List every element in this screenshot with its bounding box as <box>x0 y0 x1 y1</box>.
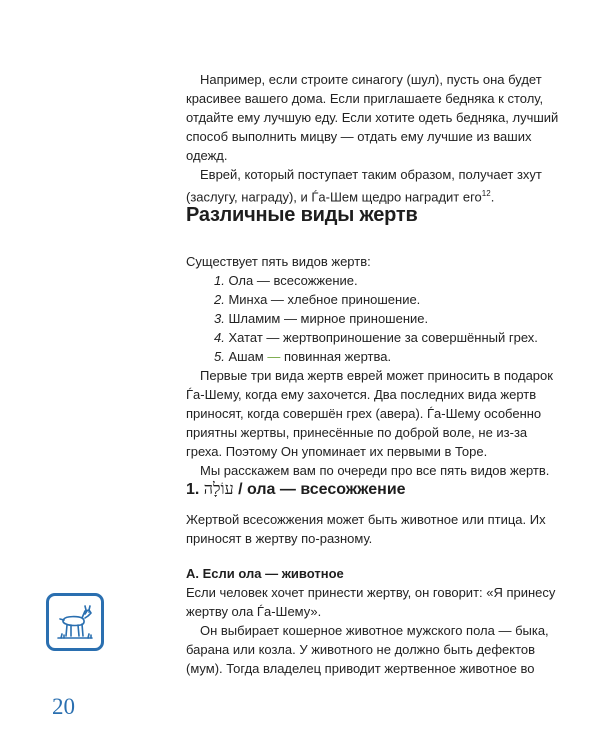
part-a-block <box>186 583 564 678</box>
list-item <box>186 309 564 328</box>
list-item-number: 1. <box>214 273 225 288</box>
section-title: Различные виды жертв <box>186 204 418 226</box>
page-number: 20 <box>52 694 75 719</box>
types-block <box>186 252 564 480</box>
part-a-title: А. Если ола — животное <box>186 566 344 581</box>
goat-icon <box>52 599 98 645</box>
list-item <box>186 290 564 309</box>
intro-paragraph-2-end: . <box>490 189 495 205</box>
intro-paragraph-2 <box>186 165 564 206</box>
ola-paragraph: Жертвой всесожжения может быть животное или птица. Их приносят в жертву по-разному. <box>186 512 546 546</box>
types-lead: Существует пять видов жертв: <box>186 254 371 269</box>
part-a-paragraph-2: Он выбирает кошерное животное мужского пола — быка, барана или козла. У животного не должно быть дефектов (мум). Тогда владелец приводит жертвенное животное во <box>186 623 549 676</box>
subsection-title-text: / ола — всесожжение <box>238 481 406 498</box>
list-item-number: 4. <box>214 330 225 345</box>
list-item-number: 5. <box>214 349 225 364</box>
types-list <box>186 271 564 366</box>
subsection-title <box>186 479 406 499</box>
list-item <box>186 271 564 290</box>
list-item-number: 3. <box>214 311 225 326</box>
list-item-dash: — <box>267 349 281 364</box>
subsection-number: 1. <box>186 481 200 498</box>
list-item-text: Минха — хлебное приношение. <box>228 292 421 307</box>
goat-icon-frame <box>46 593 104 651</box>
subsection-hebrew: עוֹלָה <box>203 479 234 498</box>
list-item <box>186 347 564 366</box>
list-item-number: 2. <box>214 292 225 307</box>
intro-paragraph-2-text: Еврей, который поступает таким образом, получает зхут (заслугу, награду), и Ѓа-Шем щедро наградит его <box>186 167 542 205</box>
intro-paragraph-1: Например, если строите синагогу (шул), пусть она будет красивее вашего дома. Если приглашаете бедняка к столу, отдайте ему лучшую еду. Если хотите одеть бедняка, лучший способ выполнить мицву — отдать ему лучшие из ваших одежд. <box>186 72 559 163</box>
footnote-ref: 12 <box>481 189 491 198</box>
list-item-name: Ашам <box>228 349 264 364</box>
types-paragraph-1: Первые три вида жертв еврей может приносить в подарок Ѓа-Шему, когда ему захочется. Два последних вида жертв приносят, когда совершён грех (авера). Ѓа-Шему особенно приятны жертвы, принесённые по доброй воле, не из-за греха. Поэтому Он упоминает их первыми в Торе. <box>186 368 553 459</box>
list-item-text: Ола — всесожжение. <box>228 273 358 288</box>
intro-block <box>186 70 564 206</box>
list-item-rest: повинная жертва. <box>284 349 392 364</box>
ola-block <box>186 510 564 548</box>
list-item <box>186 328 564 347</box>
part-a-paragraph-1: Если человек хочет принести жертву, он говорит: «Я принесу жертву ола Ѓа-Шему». <box>186 585 556 619</box>
list-item-text: Хатат — жертвоприношение за совершённый грех. <box>228 330 538 345</box>
types-paragraph-2: Мы расскажем вам по очереди про все пять видов жертв. <box>200 463 550 478</box>
list-item-text: Шламим — мирное приношение. <box>228 311 429 326</box>
